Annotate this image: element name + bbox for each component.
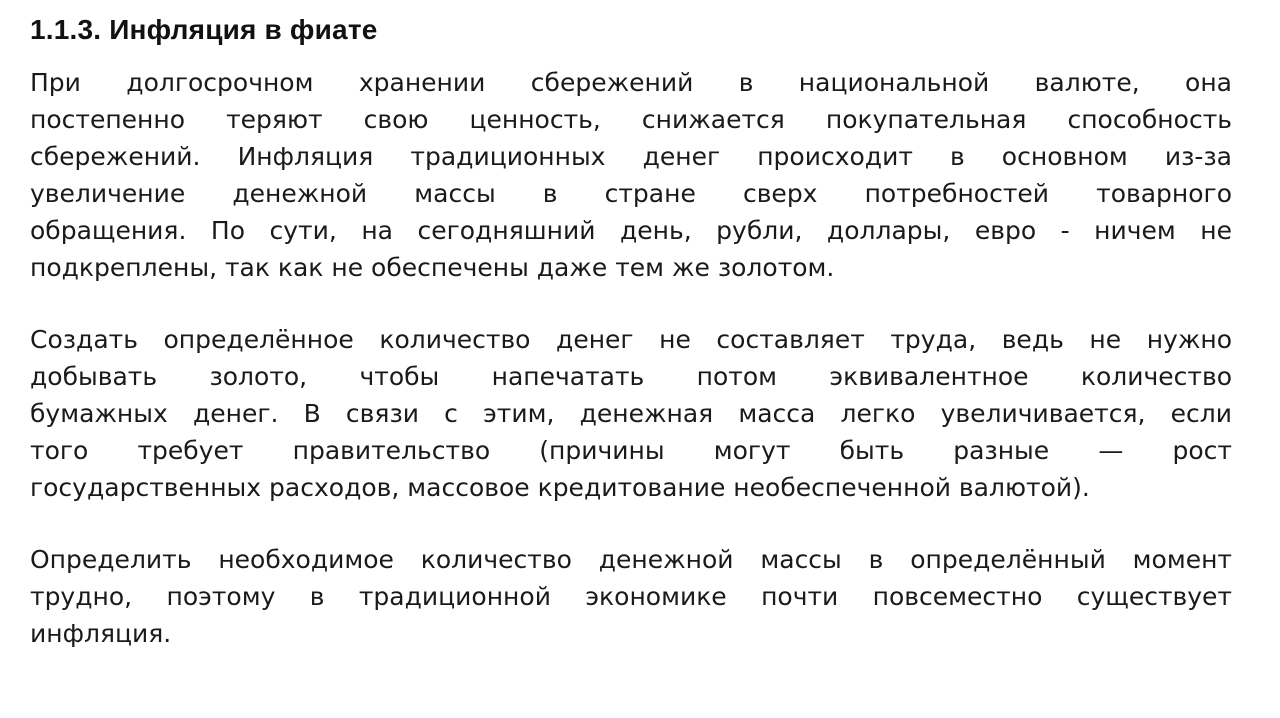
- section-title: 1.1.3. Инфляция в фиате: [30, 14, 378, 45]
- paragraph-line: государственных расходов, массовое кредитование необеспеченной валютой).: [30, 473, 1090, 502]
- document-page: [30, 10, 1232, 652]
- paragraph-spacer: [30, 286, 1232, 321]
- paragraph-3: [30, 541, 1232, 652]
- paragraph-line: сбережений. Инфляция традиционных денег происходит в основном из-за: [30, 142, 1232, 171]
- paragraph-line: того требует правительство (причины могут быть разные — рост: [30, 436, 1232, 465]
- paragraph-line: Определить необходимое количество денежной массы в определённый момент: [30, 545, 1232, 574]
- paragraph-line: При долгосрочном хранении сбережений в национальной валюте, она: [30, 68, 1232, 97]
- paragraph-line: обращения. По сути, на сегодняшний день, рубли, доллары, евро - ничем не: [30, 216, 1232, 245]
- paragraph-line: добывать золото, чтобы напечатать потом эквивалентное количество: [30, 362, 1232, 391]
- paragraph-2: [30, 321, 1232, 506]
- paragraph-line: постепенно теряют свою ценность, снижается покупательная способность: [30, 105, 1232, 134]
- paragraph-line: Создать определённое количество денег не составляет труда, ведь не нужно: [30, 325, 1232, 354]
- paragraph-spacer: [30, 506, 1232, 541]
- paragraph-line: увеличение денежной массы в стране сверх потребностей товарного: [30, 179, 1232, 208]
- paragraph-line: трудно, поэтому в традиционной экономике почти повсеместно существует: [30, 582, 1232, 611]
- paragraph-line: подкреплены, так как не обеспечены даже тем же золотом.: [30, 253, 835, 282]
- paragraph-1: [30, 64, 1232, 286]
- paragraph-line: бумажных денег. В связи с этим, денежная масса легко увеличивается, если: [30, 399, 1232, 428]
- paragraph-line: инфляция.: [30, 619, 172, 648]
